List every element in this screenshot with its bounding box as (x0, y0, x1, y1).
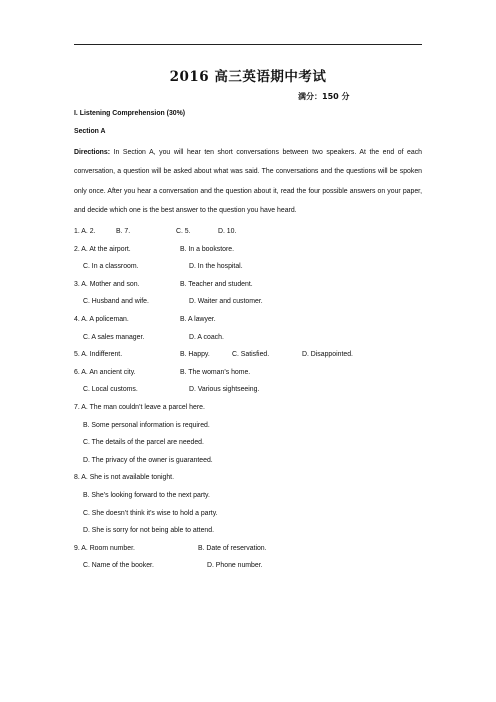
answer-option: C. She doesn’t think it’s wise to hold a party. (83, 509, 218, 517)
answer-option: D. She is sorry for not being able to attend. (83, 527, 214, 535)
question-row (74, 455, 422, 467)
page-title: 2016 高三英语期中考试 (169, 69, 327, 85)
question-list (74, 226, 422, 572)
answer-option: D. 10. (218, 228, 237, 235)
question-row: 4. A. A policeman. B. A lawyer. (74, 314, 422, 326)
question-row: C. Local customs. D. Various sightseeing. (74, 384, 422, 396)
question-row (74, 508, 422, 520)
question-row: C. Name of the booker. D. Phone number. (74, 560, 422, 572)
question-row: C. Husband and wife. D. Waiter and customer. (74, 296, 422, 308)
answer-option: B. A lawyer. (180, 315, 216, 323)
answer-option: B. In a bookstore. (180, 245, 235, 253)
question-row (74, 490, 422, 502)
answer-option: D. Various sightseeing. (189, 386, 260, 394)
answer-option: D. Waiter and customer. (189, 298, 263, 306)
answer-option: 7. A. The man couldn’t leave a parcel here. (74, 403, 205, 411)
header-rule (74, 44, 422, 45)
answer-option: B. Date of reservation. (198, 544, 267, 552)
section-heading: Section A (74, 127, 106, 135)
directions-text: In Section A, you will hear ten short conversations between two speakers. At the end of each conversation, a question will be asked about what was said. The conversations and the questions will be spoken only once. After you hear a conversation and the question about it, read the four possible answers on your paper, and decide which one is the best answer to the question you have heard. (74, 149, 422, 214)
part-heading: I. Listening Comprehension (30%) (74, 110, 186, 117)
directions (74, 143, 422, 220)
question-row (74, 525, 422, 537)
question-row (74, 437, 422, 449)
question-row (74, 420, 422, 432)
answer-option: D. In the hospital. (189, 263, 243, 271)
answer-option: B. The woman’s home. (180, 368, 251, 376)
answer-option: D. Phone number. (207, 562, 263, 570)
answer-option: B. She’s looking forward to the next party. (83, 491, 210, 499)
question-row: 2. A. At the airport. B. In a bookstore. (74, 244, 422, 256)
directions-label: Directions: (74, 149, 110, 157)
answer-option: 8. A. She is not available tonight. (74, 474, 174, 482)
question-row: C. A sales manager. D. A coach. (74, 332, 422, 344)
answer-option: D. Disappointed. (302, 351, 353, 359)
answer-option: B. Teacher and student. (180, 280, 253, 288)
question-row: C. In a classroom. D. In the hospital. (74, 261, 422, 273)
answer-option: D. The privacy of the owner is guaranteed. (83, 456, 213, 464)
question-row: 1. A. 2. B. 7. C. 5. D. 10. (74, 226, 422, 238)
question-row: 5. A. Indifferent. B. Happy. C. Satisfied. D. Disappointed. (74, 349, 422, 361)
question-row: 3. A. Mother and son. B. Teacher and student. (74, 279, 422, 291)
question-row: 9. A. Room number. B. Date of reservation. (74, 543, 422, 555)
answer-option: B. Some personal information is required. (83, 421, 210, 429)
full-score: 满分：150 分 (298, 92, 350, 101)
question-row (74, 472, 422, 484)
answer-option: C. The details of the parcel are needed. (83, 439, 204, 447)
question-row: 6. A. An ancient city. B. The woman’s home. (74, 367, 422, 379)
exam-content (74, 108, 422, 578)
question-row (74, 402, 422, 414)
answer-option: D. A coach. (189, 333, 224, 341)
